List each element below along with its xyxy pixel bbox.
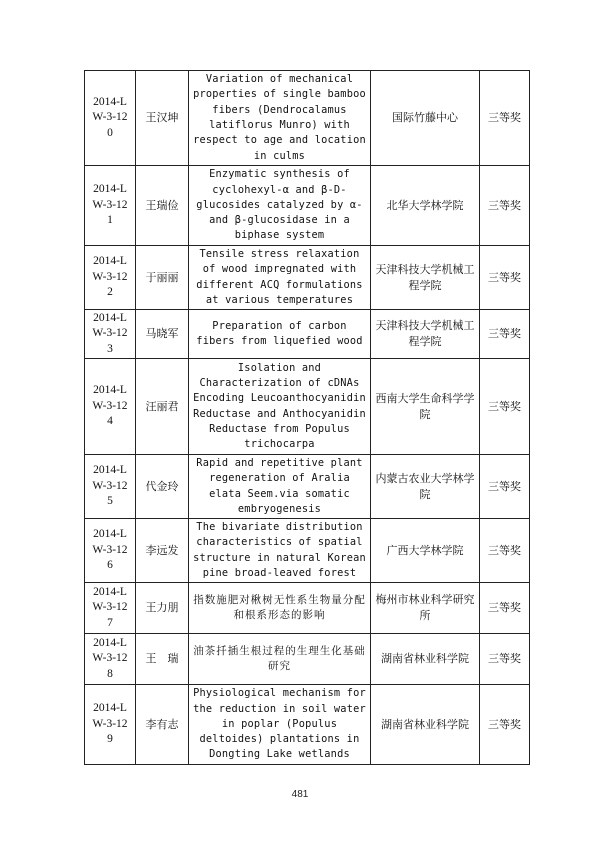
institution: 内蒙古农业大学林学院: [371, 455, 480, 519]
paper-title: 指数施肥对楸树无性系生物量分配和根系形态的影响: [189, 583, 371, 634]
institution: 湖南省林业科学院: [371, 685, 480, 765]
institution: 天津科技大学机械工程学院: [371, 310, 480, 359]
project-id: 2014-L W-3-12 6: [85, 519, 136, 583]
table-row: [85, 685, 530, 765]
project-id: 2014-L W-3-12 4: [85, 359, 136, 455]
award-level: 三等奖: [480, 583, 530, 634]
table-row: [85, 71, 530, 166]
project-id: 2014-L W-3-12 2: [85, 246, 136, 310]
author-name: 王汉坤: [136, 71, 189, 166]
project-id: 2014-L W-3-12 0: [85, 71, 136, 166]
award-level: 三等奖: [480, 310, 530, 359]
table-row: [85, 455, 530, 519]
project-id: 2014-L W-3-12 3: [85, 310, 136, 359]
paper-title: The bivariate distribution characteristics of spatial structure in natural Korean pine broad-leaved forest: [189, 519, 371, 583]
paper-title: Preparation of carbon fibers from liquefied wood: [189, 310, 371, 359]
project-id: 2014-L W-3-12 9: [85, 685, 136, 765]
award-level: 三等奖: [480, 166, 530, 246]
table-row: [85, 166, 530, 246]
award-level: 三等奖: [480, 519, 530, 583]
award-level: 三等奖: [480, 246, 530, 310]
table-row: [85, 634, 530, 685]
project-id: 2014-L W-3-12 7: [85, 583, 136, 634]
institution: 梅州市林业科学研究所: [371, 583, 480, 634]
institution: 国际竹藤中心: [371, 71, 480, 166]
paper-title: Tensile stress relaxation of wood impregnated with different ACQ formulations at various temperatures: [189, 246, 371, 310]
table-row: [85, 359, 530, 455]
award-level: 三等奖: [480, 71, 530, 166]
author-name: 李远发: [136, 519, 189, 583]
award-level: 三等奖: [480, 455, 530, 519]
paper-title: Variation of mechanical properties of single bamboo fibers (Dendrocalamus latiflorus Munro) with respect to age and location in culms: [189, 71, 371, 166]
award-level: 三等奖: [480, 359, 530, 455]
table-row: [85, 310, 530, 359]
paper-title: Enzymatic synthesis of cyclohexyl-α and β-D-glucosides catalyzed by α- and β-glucosidase in a biphase system: [189, 166, 371, 246]
table-row: [85, 583, 530, 634]
institution: 广西大学林学院: [371, 519, 480, 583]
paper-title: Physiological mechanism for the reduction in soil water in poplar (Populus deltoides) plantations in Dongting Lake wetlands: [189, 685, 371, 765]
author-name: 王力朋: [136, 583, 189, 634]
awards-table: [84, 70, 530, 765]
award-level: 三等奖: [480, 685, 530, 765]
author-name: 代金玲: [136, 455, 189, 519]
paper-title: Rapid and repetitive plant regeneration of Aralia elata Seem.via somatic embryogenesis: [189, 455, 371, 519]
institution: 湖南省林业科学院: [371, 634, 480, 685]
author-name: 于丽丽: [136, 246, 189, 310]
author-name: 李有志: [136, 685, 189, 765]
paper-title: Isolation and Characterization of cDNAs Encoding Leucoanthocyanidin Reductase and Anthocyanidin Reductase from Populus trichocarpa: [189, 359, 371, 455]
author-name: 王瑞俭: [136, 166, 189, 246]
author-name: 汪丽君: [136, 359, 189, 455]
author-name: 王 瑞: [136, 634, 189, 685]
author-name: 马晓军: [136, 310, 189, 359]
project-id: 2014-L W-3-12 5: [85, 455, 136, 519]
page-number: 481: [291, 789, 309, 800]
institution: 西南大学生命科学学院: [371, 359, 480, 455]
award-level: 三等奖: [480, 634, 530, 685]
project-id: 2014-L W-3-12 8: [85, 634, 136, 685]
project-id: 2014-L W-3-12 1: [85, 166, 136, 246]
institution: 天津科技大学机械工程学院: [371, 246, 480, 310]
table-row: [85, 519, 530, 583]
paper-title: 油茶扦插生根过程的生理生化基础研究: [189, 634, 371, 685]
institution: 北华大学林学院: [371, 166, 480, 246]
table-row: [85, 246, 530, 310]
